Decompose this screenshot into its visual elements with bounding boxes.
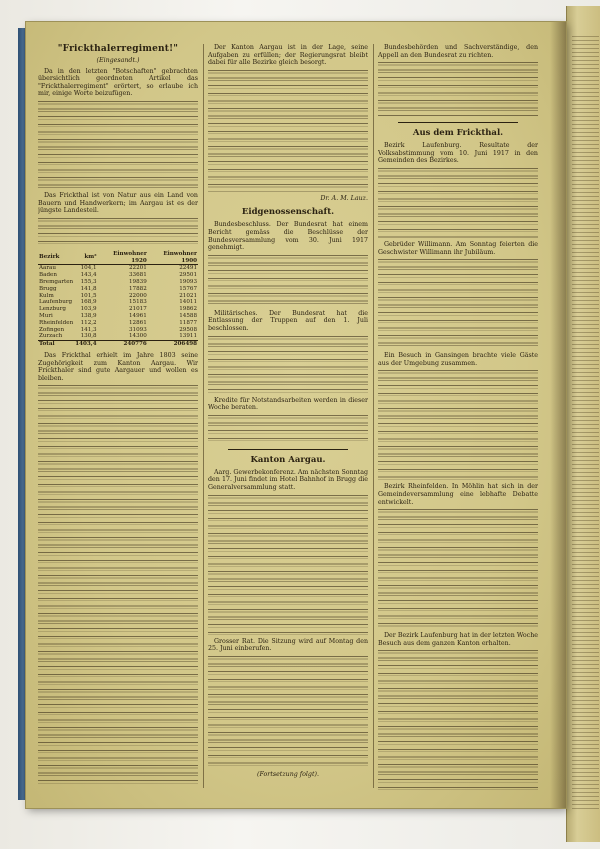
table-cell: 21021 — [179, 292, 197, 299]
table-cell: Zurzach — [39, 333, 63, 340]
section-heading-aus-dem-frickthal: Aus dem Frickthal. — [412, 128, 504, 139]
article-paragraph: Bundesbehörden und Sachverständige, den Appell an den Bundesrat zu richten. — [378, 44, 538, 59]
section-rule — [228, 449, 348, 450]
article-paragraph: Da in den letzten "Botschaften" gebrachten übersichtlich geordneten Artikel das "Frickthalerregiment" erörtert, so erlaube ich mir, einige Worte beizufügen. — [38, 67, 198, 98]
article-paragraph: Aarg. Gewerbekonferenz. Am nächsten Sonntag den 17. Juni findet im Hotel Bahnhof in Brugg die Generalversammlung statt. — [208, 468, 368, 491]
table-cell: 22000 — [129, 292, 147, 299]
table-cell: Baden — [39, 272, 57, 279]
article-paragraph: Grosser Rat. Die Sitzung wird auf Montag den 25. Juni einberufen. — [208, 637, 368, 653]
table-row — [38, 293, 198, 300]
column-3 — [378, 44, 538, 790]
table-header-cell: Einwohner 1920 — [98, 251, 148, 265]
table-cell: 240776 — [98, 341, 148, 348]
table-cell: Zofingen — [39, 326, 65, 333]
table-row — [38, 306, 198, 313]
table-cell: 22201 — [129, 265, 147, 272]
table-row — [38, 272, 198, 279]
table-row — [38, 299, 198, 306]
table-cell: Rheinfelden — [39, 319, 74, 326]
table-cell: 138,9 — [80, 312, 97, 319]
table-cell: 14961 — [129, 312, 147, 319]
article-subheading: (Eingesandt.) — [96, 57, 140, 64]
table-cell: Bremgarten — [39, 278, 74, 285]
table-row — [38, 327, 198, 334]
table-cell: Lenzburg — [39, 306, 67, 313]
article-paragraph: Ein Besuch in Gansingen brachte viele Gäste aus der Umgebung zusammen. — [378, 352, 538, 367]
section-heading-kanton-aargau: Kanton Aargau. — [250, 454, 326, 465]
population-table — [38, 251, 198, 348]
author-signature: Dr. A. M. Lauz. — [320, 194, 368, 202]
text-block — [378, 168, 538, 238]
text-block — [208, 336, 368, 394]
table-cell: 155,3 — [80, 278, 97, 285]
table-row — [38, 265, 198, 272]
article-paragraph: Der Bezirk Laufenburg hat in der letzten Woche Besuch aus dem ganzen Kanton erhalten. — [378, 632, 538, 647]
text-block — [38, 218, 198, 248]
column-rule — [373, 44, 374, 788]
text-block — [378, 650, 538, 790]
table-total-row — [38, 341, 198, 348]
table-cell: 141,8 — [80, 285, 97, 292]
table-cell: 11877 — [179, 319, 197, 326]
adjacent-page-text — [572, 36, 599, 812]
article-paragraph: Gebrüder Willimann. Am Sonntag feierten die Geschwister Willimann ihr Jubiläum. — [378, 240, 538, 256]
text-block — [38, 385, 198, 785]
newspaper-page — [26, 22, 566, 808]
table-cell: Laufenburg — [39, 299, 73, 306]
table-cell: 22491 — [179, 265, 197, 272]
text-block — [208, 70, 368, 192]
table-body — [38, 265, 198, 348]
column-rule — [203, 44, 204, 788]
table-cell: 168,9 — [80, 299, 97, 306]
table-cell: 21017 — [129, 306, 147, 313]
table-cell: 29508 — [179, 326, 197, 333]
text-block — [378, 259, 538, 349]
table-header-cell: Einwohner 1900 — [148, 251, 198, 265]
column-1 — [38, 44, 198, 790]
table-row — [38, 333, 198, 340]
text-block — [208, 415, 368, 445]
table-cell: 19839 — [129, 278, 147, 285]
table-cell: 130,8 — [80, 333, 97, 340]
table-cell: 14300 — [129, 333, 147, 340]
table-cell: 17882 — [129, 285, 147, 292]
page-gutter-shadow — [550, 22, 566, 808]
column-2 — [208, 44, 368, 790]
table-row — [38, 279, 198, 286]
table-cell: 15767 — [179, 285, 197, 292]
table-cell: 14588 — [179, 312, 197, 319]
table-cell: 112,2 — [80, 319, 97, 326]
table-cell: 31093 — [129, 326, 147, 333]
article-paragraph: Bezirk Laufenburg. Resultate der Volksabstimmung vom 10. Juni 1917 in den Gemeinden des Bezirkes. — [378, 142, 538, 165]
article-paragraph: Bundesbeschluss. Der Bundesrat hat einem Bericht gemäss die Beschlüsse der Bundesversammlung vom 30. Juni 1917 genehmigt. — [208, 221, 368, 252]
table-cell: Total — [38, 341, 74, 348]
table-cell: 104,1 — [80, 265, 97, 272]
text-block — [378, 370, 538, 480]
table-header-row — [38, 251, 198, 265]
article-paragraph: Bezirk Rheinfelden. In Möhlin hat sich in der Gemeindeversammlung eine lebhafte Debatte entwickelt. — [378, 483, 538, 506]
text-block — [38, 101, 198, 189]
table-cell: 1403,4 — [75, 341, 97, 348]
table-cell: 12861 — [129, 319, 147, 326]
table-row — [38, 286, 198, 293]
article-paragraph: Das Frickthal ist von Natur aus ein Land von Bauern und Handwerkern; im Aargau ist es der jüngste Landesteil. — [38, 191, 198, 215]
table-row — [38, 320, 198, 327]
table-cell: 19862 — [179, 306, 197, 313]
table-cell: 143,4 — [80, 272, 97, 279]
article-paragraph: Kredite für Notstandsarbeiten werden in dieser Woche beraten. — [208, 396, 368, 412]
table-cell: 103,9 — [80, 306, 97, 313]
table-cell: Kulm — [39, 292, 54, 299]
table-cell: Brugg — [39, 285, 57, 292]
text-block — [208, 656, 368, 768]
text-block — [378, 509, 538, 629]
adjacent-page-edge — [566, 6, 600, 842]
table-cell: 15183 — [129, 299, 147, 306]
article-heading-frickthalerregiment: "Frickthalerregiment!" — [57, 44, 179, 54]
article-paragraph: Militärisches. Der Bundesrat hat die Entlassung der Truppen auf den 1. Juli beschlossen. — [208, 309, 368, 332]
table-row — [38, 313, 198, 320]
text-block — [208, 255, 368, 307]
table-cell: 141,3 — [80, 326, 97, 333]
table-cell: Aarau — [39, 265, 56, 272]
table-cell: 13911 — [179, 333, 197, 340]
table-cell: 33681 — [129, 272, 147, 279]
article-paragraph: Der Kanton Aargau ist in der Lage, seine Aufgaben zu erfüllen; der Regierungsrat bleibt dabei für alle Bezirke gleich besorgt. — [208, 44, 368, 67]
table-cell: 14011 — [179, 299, 197, 306]
section-rule — [398, 122, 518, 123]
article-paragraph: Das Frickthal erhielt im Jahre 1803 seine Zugehörigkeit zum Kanton Aargau. Wir Frickthaler sind gute Aargauer und wollen es bleiben. — [38, 351, 198, 382]
continuation-note: (Fortsetzung folgt). — [257, 770, 319, 778]
table-header-cell: km² — [74, 251, 97, 265]
table-cell: 101,5 — [80, 292, 97, 299]
table-cell: 206498 — [148, 341, 198, 348]
text-block — [208, 495, 368, 635]
table-cell: 29501 — [179, 272, 197, 279]
table-header-cell: Bezirk — [38, 251, 74, 265]
text-block — [378, 62, 538, 118]
section-heading-eidgenossenschaft: Eidgenossenschaft. — [241, 207, 335, 218]
table-cell: Muri — [39, 312, 53, 319]
table-cell: 19093 — [179, 278, 197, 285]
